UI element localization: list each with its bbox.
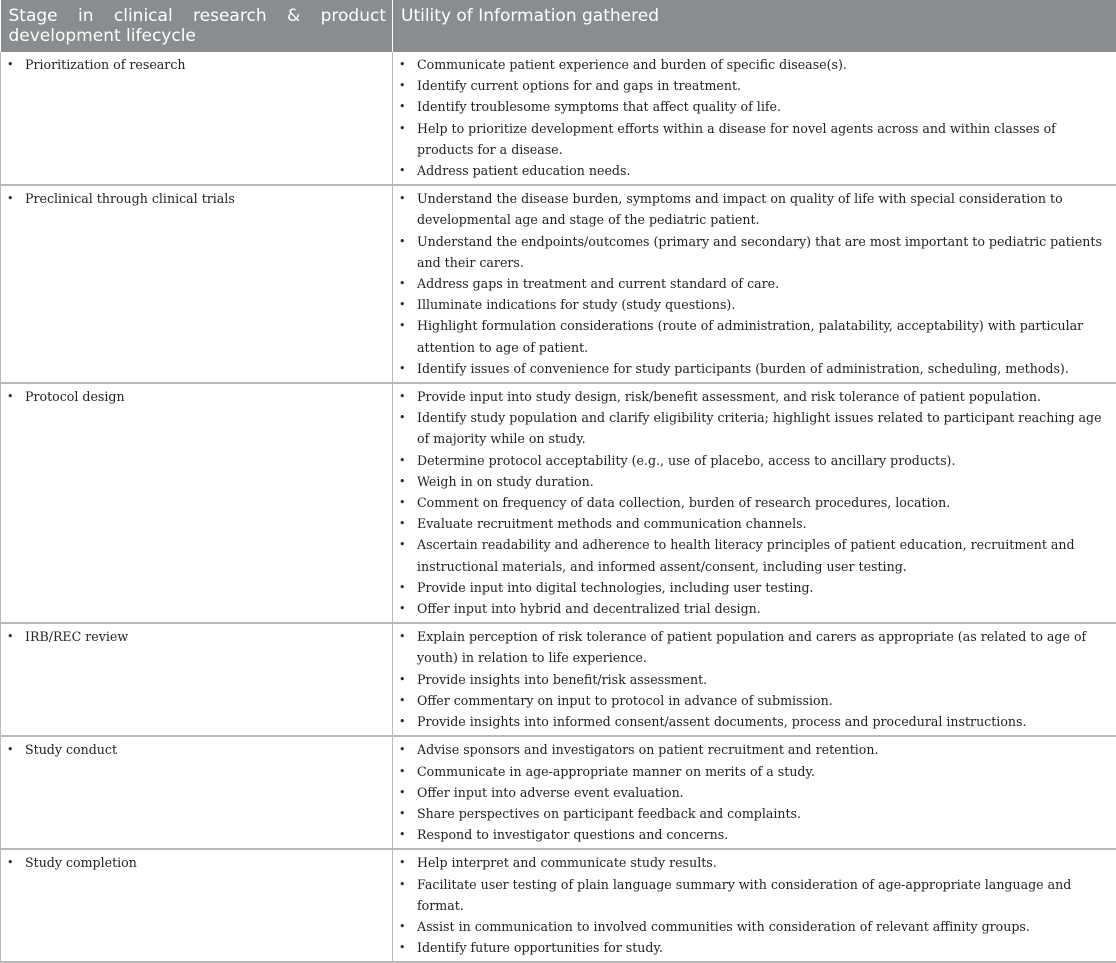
utility-column-header: Utility of Information gathered	[393, 0, 1116, 52]
table-row	[1, 52, 1116, 185]
stage-cell	[1, 849, 393, 962]
utility-cell	[393, 383, 1116, 623]
table-row	[1, 383, 1116, 623]
utility-item: • Highlight formulation considerations (route of administration, palatability, acceptability) with particular attention to age of patient.	[397, 315, 1110, 357]
utility-cell	[393, 623, 1116, 736]
stage-label: • Preclinical through clinical trials	[5, 188, 386, 209]
utility-cell	[393, 736, 1116, 849]
stage-label: • Study conduct	[5, 739, 386, 760]
utility-item: • Facilitate user testing of plain language summary with consideration of age-appropriate language and format.	[397, 874, 1110, 916]
utility-list	[397, 386, 1110, 619]
utility-cell	[393, 185, 1116, 383]
stage-label: • Protocol design	[5, 386, 386, 407]
utility-item: • Assist in communication to involved communities with consideration of relevant affinity groups.	[397, 916, 1110, 937]
header-row	[1, 0, 1116, 52]
utility-item: • Offer commentary on input to protocol in advance of submission.	[397, 690, 1110, 711]
utility-item: • Identify current options for and gaps in treatment.	[397, 75, 1110, 96]
stage-cell	[1, 383, 393, 623]
stage-label: • Study completion	[5, 852, 386, 873]
stage-list	[5, 188, 386, 209]
utility-item: • Offer input into hybrid and decentralized trial design.	[397, 598, 1110, 619]
utility-item: • Communicate patient experience and burden of specific disease(s).	[397, 54, 1110, 75]
utility-item: • Address gaps in treatment and current standard of care.	[397, 273, 1110, 294]
table-row	[1, 623, 1116, 736]
utility-item: • Identify troublesome symptoms that affect quality of life.	[397, 96, 1110, 117]
stage-list	[5, 852, 386, 873]
utility-list	[397, 54, 1110, 181]
utility-list	[397, 739, 1110, 845]
stage-list	[5, 739, 386, 760]
utility-item: • Help interpret and communicate study results.	[397, 852, 1110, 873]
utility-item: • Illuminate indications for study (study questions).	[397, 294, 1110, 315]
stage-column-header: Stage in clinical research & product development lifecycle	[1, 0, 393, 52]
utility-item: • Provide insights into informed consent/assent documents, process and procedural instructions.	[397, 711, 1110, 732]
utility-cell	[393, 52, 1116, 185]
utility-cell	[393, 849, 1116, 962]
utility-item: • Identify issues of convenience for study participants (burden of administration, scheduling, methods).	[397, 358, 1110, 379]
utility-item: • Weigh in on study duration.	[397, 471, 1110, 492]
table-row	[1, 736, 1116, 849]
stage-cell	[1, 185, 393, 383]
utility-item: • Advise sponsors and investigators on patient recruitment and retention.	[397, 739, 1110, 760]
utility-item: • Provide input into study design, risk/benefit assessment, and risk tolerance of patient population.	[397, 386, 1110, 407]
utility-item: • Share perspectives on participant feedback and complaints.	[397, 803, 1110, 824]
utility-item: • Respond to investigator questions and concerns.	[397, 824, 1110, 845]
table-row	[1, 185, 1116, 383]
utility-item: • Provide input into digital technologies, including user testing.	[397, 577, 1110, 598]
utility-item: • Identify future opportunities for study.	[397, 937, 1110, 958]
stage-list	[5, 54, 386, 75]
utility-item: • Help to prioritize development efforts within a disease for novel agents across and within classes of products for a disease.	[397, 118, 1110, 160]
utility-item: • Address patient education needs.	[397, 160, 1110, 181]
stage-list	[5, 626, 386, 647]
stage-cell	[1, 623, 393, 736]
stage-cell	[1, 736, 393, 849]
utility-item: • Understand the endpoints/outcomes (primary and secondary) that are most important to pediatric patients and their carers.	[397, 231, 1110, 273]
stage-cell	[1, 52, 393, 185]
table-header	[1, 0, 1116, 52]
table-body	[1, 52, 1116, 962]
stage-label: • IRB/REC review	[5, 626, 386, 647]
utility-item: • Explain perception of risk tolerance of patient population and carers as appropriate (as related to age of youth) in relation to life experience.	[397, 626, 1110, 668]
utility-item: • Determine protocol acceptability (e.g., use of placebo, access to ancillary products).	[397, 450, 1110, 471]
stage-label: • Prioritization of research	[5, 54, 386, 75]
utility-item: • Understand the disease burden, symptoms and impact on quality of life with special consideration to developmental age and stage of the pediatric patient.	[397, 188, 1110, 230]
utility-item: • Ascertain readability and adherence to health literacy principles of patient education, recruitment and instructional materials, and informed assent/consent, including user testing.	[397, 534, 1110, 576]
utility-list	[397, 626, 1110, 732]
utility-list	[397, 852, 1110, 958]
utility-item: • Evaluate recruitment methods and communication channels.	[397, 513, 1110, 534]
utility-item: • Comment on frequency of data collection, burden of research procedures, location.	[397, 492, 1110, 513]
utility-item: • Offer input into adverse event evaluation.	[397, 782, 1110, 803]
utility-item: • Identify study population and clarify eligibility criteria; highlight issues related to participant reaching age of majority while on study.	[397, 407, 1110, 449]
stage-list	[5, 386, 386, 407]
utility-item: • Communicate in age-appropriate manner on merits of a study.	[397, 761, 1110, 782]
utility-list	[397, 188, 1110, 379]
utility-item: • Provide insights into benefit/risk assessment.	[397, 669, 1110, 690]
table-row	[1, 849, 1116, 962]
